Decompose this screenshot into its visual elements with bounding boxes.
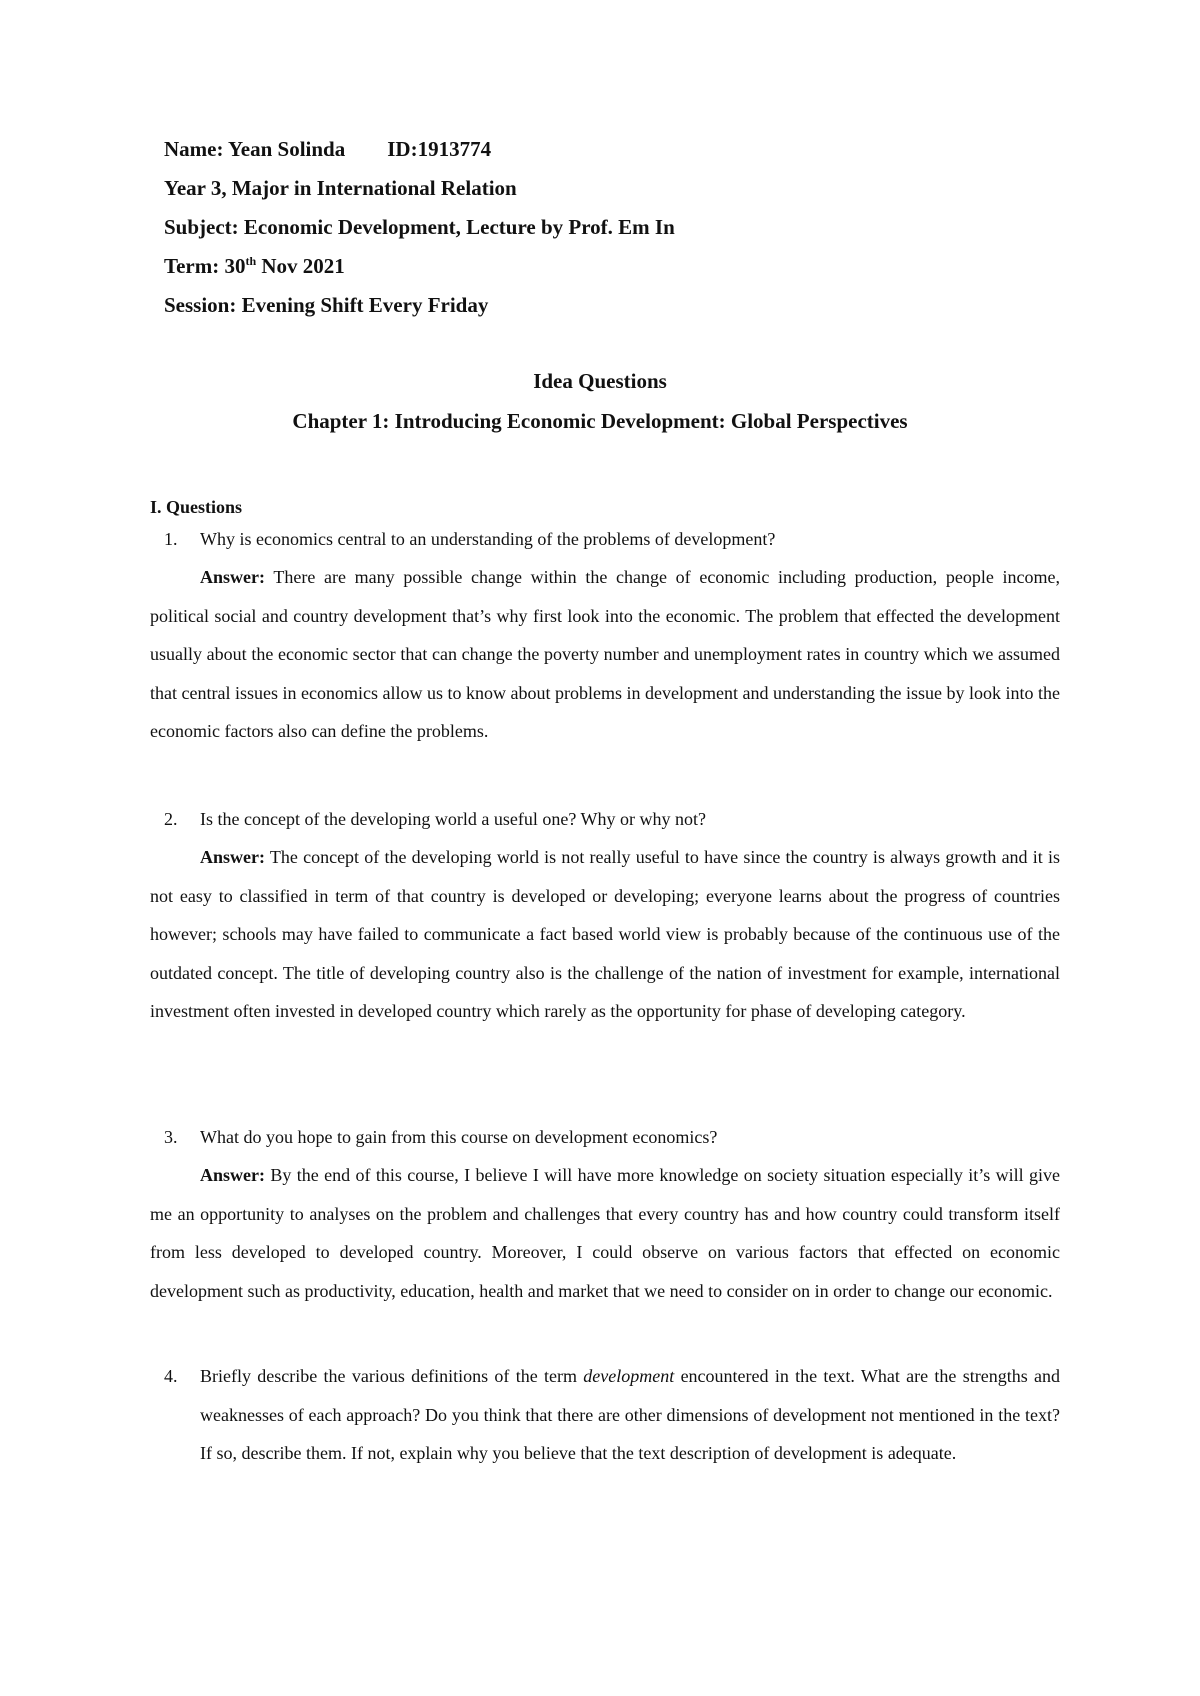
answer-label: Answer:	[200, 567, 265, 587]
answer-text: By the end of this course, I believe I will have more knowledge on society situation especially it’s will give me an opportunity to analyses on the problem and challenges that every country has and how country could transform itself from less developed to developed country. Moreover, I could observe on various factors that effected on economic development such as productivity, education, health and market that we need to consider on in order to change our economic.	[150, 1165, 1060, 1301]
question-text-part: Briefly describe the various definitions of the term	[200, 1366, 584, 1386]
answer-1	[150, 558, 1060, 751]
answer-2	[150, 838, 1060, 1031]
answer-label: Answer:	[200, 1165, 265, 1185]
answer-label: Answer:	[200, 847, 265, 867]
term-suffix: Nov 2021	[256, 254, 345, 278]
term-line	[164, 253, 345, 279]
document-title: Idea Questions	[533, 369, 667, 393]
student-id: ID:1913774	[387, 137, 492, 161]
answer-text: There are many possible change within the change of economic including production, people income, political social and country development that’s why first look into the economic. The problem that effected the development usually about the economic sector that can change the poverty number and unemployment rates in country which we assumed that central issues in economics allow us to know about problems in development and understanding the issue by look into the economic factors also can define the problems.	[150, 567, 1060, 741]
question-number: 3.	[164, 1127, 178, 1147]
question-number: 1.	[164, 529, 178, 549]
term-ordinal: th	[245, 254, 257, 268]
term-prefix: Term: 30	[164, 254, 246, 278]
section-heading: I. Questions	[150, 497, 243, 517]
question-text: Why is economics central to an understanding of the problems of development?	[200, 529, 776, 549]
answer-3	[150, 1156, 1060, 1310]
answer-text: The concept of the developing world is not really useful to have since the country is always growth and it is not easy to classified in term of that country is developed or developing; everyone learns about the progress of countries however; schools may have failed to communicate a fact based world view is probably because of the continuous use of the outdated concept. The title of developing country also is the challenge of the nation of investment for example, international investment often invested in developed country which rarely as the opportunity for phase of developing category.	[150, 847, 1060, 1021]
question-number: 4.	[164, 1366, 178, 1386]
question-2	[150, 800, 1060, 839]
question-number: 2.	[164, 809, 178, 829]
question-text	[200, 1357, 1060, 1473]
question-text: What do you hope to gain from this course on development economics?	[200, 1127, 718, 1147]
question-text: Is the concept of the developing world a useful one? Why or why not?	[200, 809, 707, 829]
question-1	[150, 520, 1060, 559]
question-text-part: encountered in the text. What are the strengths and weaknesses of each approach? Do you think that there are other dimensions of development not mentioned in the text? If so, describe them. If not, explain why you believe that the text description of development is adequate.	[200, 1366, 1060, 1463]
subject-line: Subject: Economic Development, Lecture by Prof. Em In	[164, 215, 675, 239]
student-name: Name: Yean Solinda	[164, 137, 346, 161]
emphasized-term: development	[583, 1366, 675, 1386]
name-id-line	[164, 136, 491, 162]
session-line: Session: Evening Shift Every Friday	[164, 293, 489, 317]
question-4	[150, 1357, 1060, 1473]
year-major-line: Year 3, Major in International Relation	[164, 176, 517, 200]
question-3	[150, 1118, 1060, 1157]
chapter-title: Chapter 1: Introducing Economic Development: Global Perspectives	[292, 409, 908, 433]
